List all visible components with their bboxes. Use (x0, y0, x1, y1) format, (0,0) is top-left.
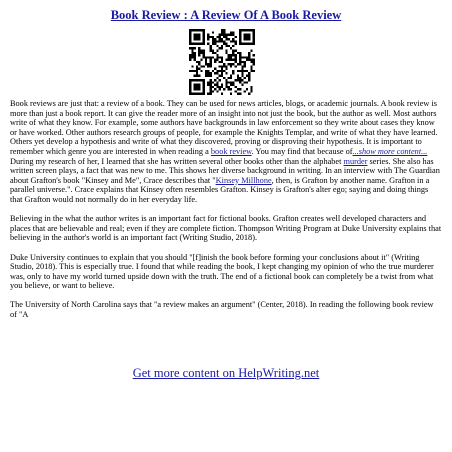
body-paragraph (10, 99, 442, 205)
body-paragraph (10, 300, 442, 319)
body-paragraph (10, 214, 442, 243)
body-text-run: During my research of her, I learned that she has written several other books other than the alphabet (10, 156, 344, 166)
get-more-content-link[interactable]: Get more content on HelpWriting.net (132, 366, 320, 380)
body-text-run: Book reviews are just that: a review of a book. They can be used for news articles, blogs, or academic journals. A book review is more than just a book report. It can give the reader more of an insight into not just the book, but the author as well. Most authors write of what they know. For example, some authors have backgrounds in law enforcement so they write about cases they know or have worked. Other authors research groups of people, for example the Knights Templar, and write of what they have learned. Others yet develop a hypothesis and write of what they discovered, proving or disproving their hypothesis. It is important to remember which genre you are interested in when reading a (10, 99, 438, 156)
inline-link[interactable]: Kinsey Millhone (215, 175, 272, 185)
body-text-run: The University of North Carolina says that "a review makes an argument" (Center, 2018). In reading the following book review of "A (10, 300, 434, 320)
qr-code-image (189, 29, 255, 95)
body-text-run: Duke University continues to explain that you should "[f]inish the book before forming your conclusions about it" (Writing Studio, 2018). This is especially true. I found that while reading the book, I kept changing my opinion of who the true murderer was, only to have my world turned upside down with the truth. The end of a fictional book can completely be a twist from what you believe, or want to believe. (10, 252, 434, 291)
body-text-run: . You may find that because of (251, 146, 353, 156)
document-title[interactable]: Book Review : A Review Of A Book Review (110, 8, 342, 22)
body-paragraph (10, 253, 442, 291)
body-text-run: , then, is Grafton by another name. Grafton in a parallel universe.". Crace explains that Kinsey often resembles Grafton. Kinsey is Grafton's alter ego; saying and doing things that Grafton would not normally do in her everyday life. (10, 175, 430, 204)
show-more-link[interactable]: ...show more content... (352, 146, 428, 156)
article-body (10, 99, 442, 329)
body-text-run: Believing in the what the author writes is an important fact for fictional books. Grafton creates well developed characters and places that are believable and real; even if they are complete fiction. Thompson Writing Program at Duke University explains that believing in the author's world is an important fact (Writing Studio, 2018). (10, 214, 442, 243)
body-text-run: series. She also has written screen plays, a fact that was new to me. This shows her diverse background in writing. In an interview with The Guardian about Grafton's book "Kinsey and Me", Crace describes that " (10, 156, 440, 185)
inline-link[interactable]: book review (210, 146, 252, 156)
inline-link[interactable]: murder (343, 156, 368, 166)
